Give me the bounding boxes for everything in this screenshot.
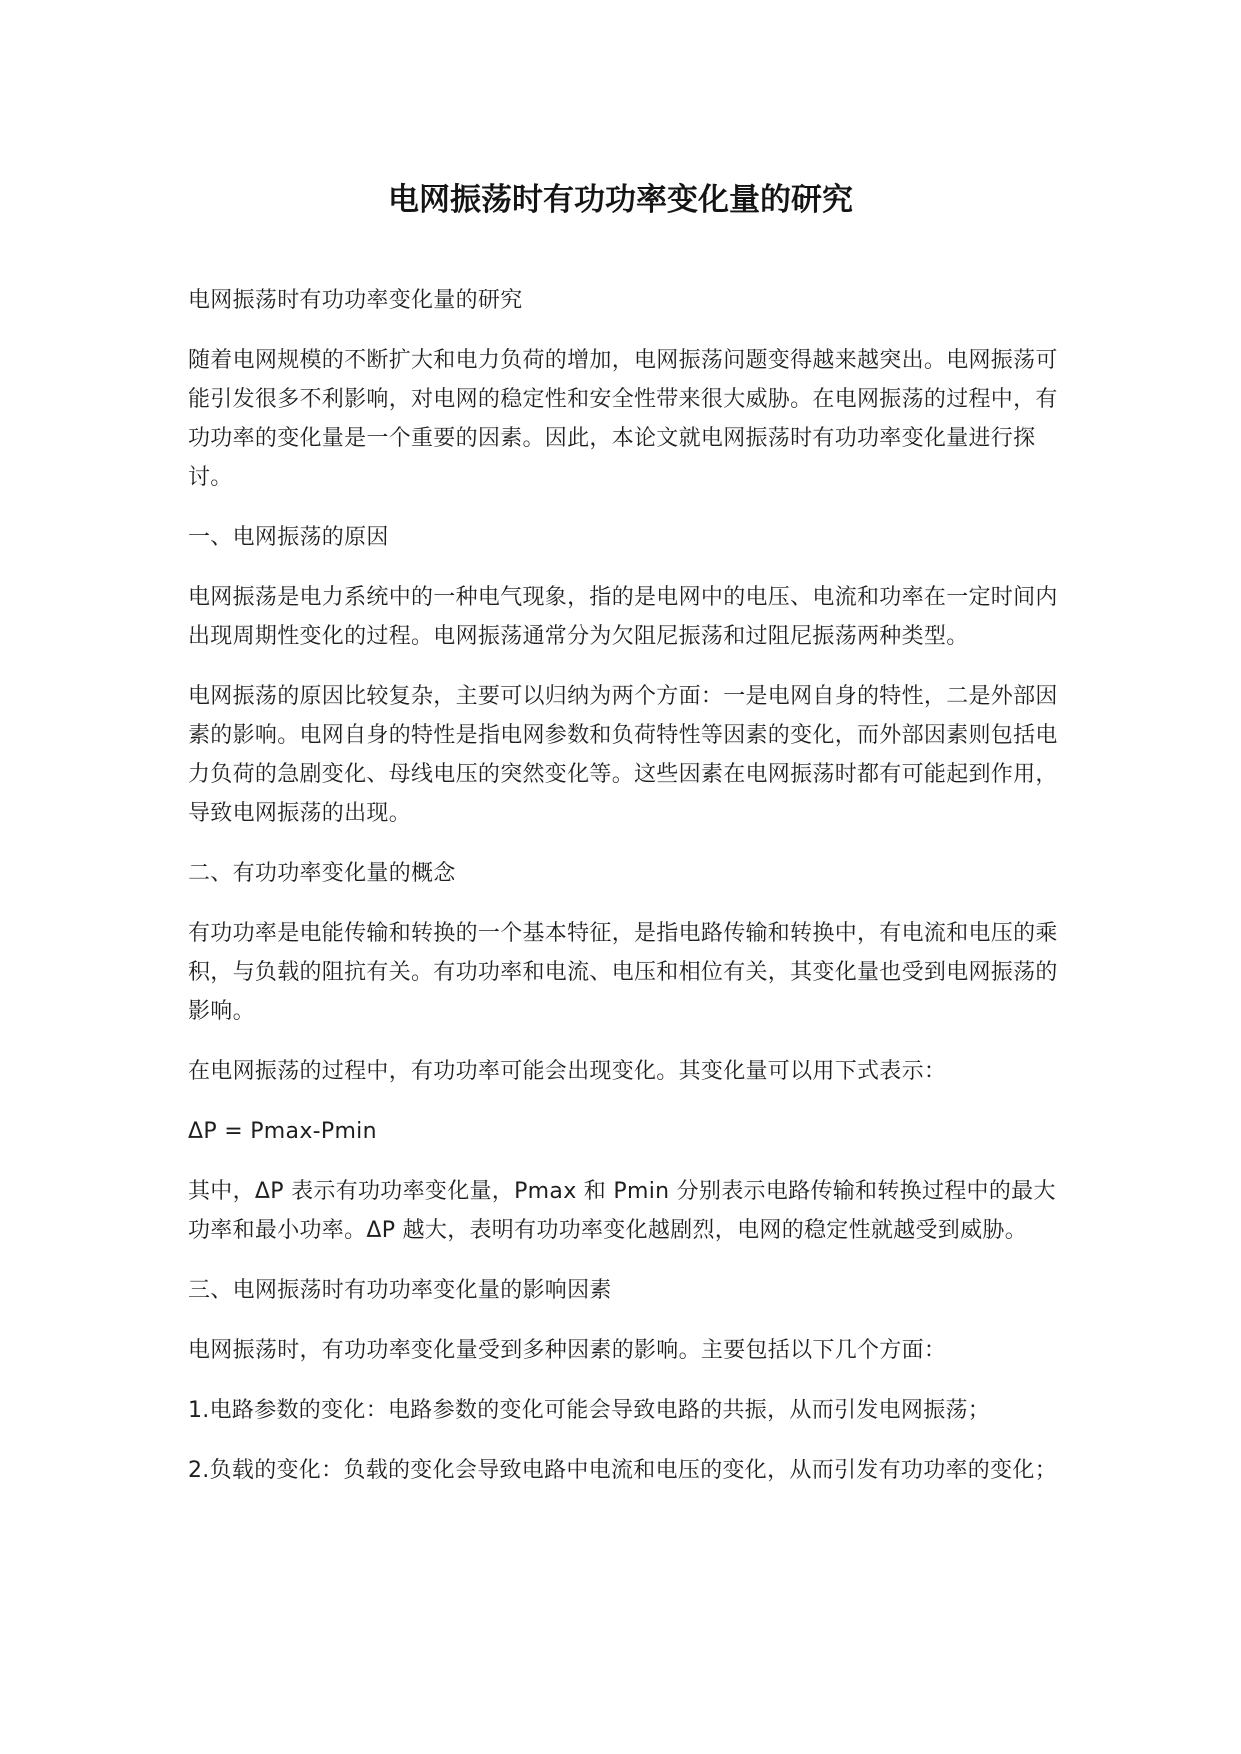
paragraph-factors-intro: 电网振荡时，有功功率变化量受到多种因素的影响。主要包括以下几个方面： bbox=[188, 1338, 947, 1363]
body-subtitle: 电网振荡时有功功率变化量的研究 bbox=[188, 288, 523, 313]
paragraph-formula-explanation: 其中，ΔP 表示有功功率变化量，Pmax 和 Pmin 分别表示电路传输和转换过程中的最大功率和最小功率。ΔP 越大，表明有功功率变化越剧烈，电网的稳定性就越受到威胁。 bbox=[188, 1179, 1056, 1243]
document-body bbox=[188, 281, 1068, 1511]
list-item-1: 1.电路参数的变化：电路参数的变化可能会导致电路的共振，从而引发电网振荡； bbox=[188, 1398, 991, 1423]
formula-line: ΔP = Pmax-Pmin bbox=[188, 1119, 377, 1144]
paragraph-oscillation-definition: 电网振荡是电力系统中的一种电气现象，指的是电网中的电压、电流和功率在一定时间内出现周期性变化的过程。电网振荡通常分为欠阻尼振荡和过阻尼振荡两种类型。 bbox=[188, 585, 1058, 649]
intro-paragraph: 随着电网规模的不断扩大和电力负荷的增加，电网振荡问题变得越来越突出。电网振荡可能引发很多不利影响，对电网的稳定性和安全性带来很大威胁。在电网振荡的过程中，有功功率的变化量是一个重要的因素。因此，本论文就电网振荡时有功功率变化量进行探讨。 bbox=[188, 348, 1058, 490]
paragraph-oscillation-causes: 电网振荡的原因比较复杂，主要可以归纳为两个方面：一是电网自身的特性，二是外部因素的影响。电网自身的特性是指电网参数和负荷特性等因素的变化，而外部因素则包括电力负荷的急剧变化、母线电压的突然变化等。这些因素在电网振荡时都有可能起到作用，导致电网振荡的出现。 bbox=[188, 684, 1058, 826]
paragraph-formula-intro: 在电网振荡的过程中，有功功率可能会出现变化。其变化量可以用下式表示： bbox=[188, 1059, 947, 1084]
section-heading-2: 二、有功功率变化量的概念 bbox=[188, 861, 456, 886]
section-heading-1: 一、电网振荡的原因 bbox=[188, 525, 389, 550]
list-item-2: 2.负载的变化：负载的变化会导致电路中电流和电压的变化，从而引发有功功率的变化； bbox=[188, 1458, 1057, 1483]
paragraph-active-power-definition: 有功功率是电能传输和转换的一个基本特征，是指电路传输和转换中，有电流和电压的乘积，与负载的阻抗有关。有功功率和电流、电压和相位有关，其变化量也受到电网振荡的影响。 bbox=[188, 921, 1058, 1024]
document-title: 电网振荡时有功功率变化量的研究 bbox=[388, 182, 853, 218]
section-heading-3: 三、电网振荡时有功功率变化量的影响因素 bbox=[188, 1278, 612, 1303]
